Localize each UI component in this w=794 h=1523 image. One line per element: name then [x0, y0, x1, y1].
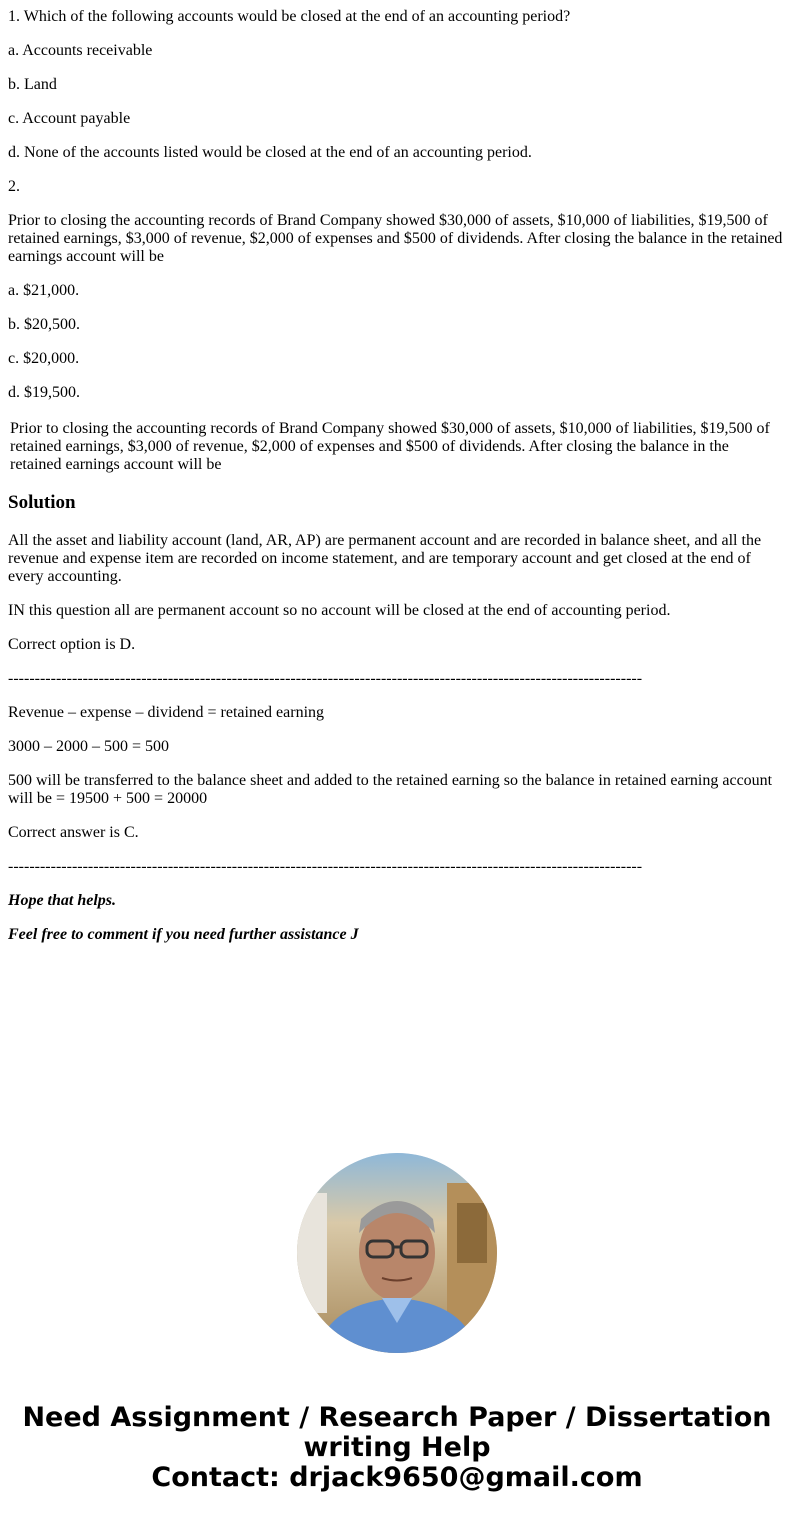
- question-2-option-c: c. $20,000.: [8, 350, 80, 367]
- question-1-option-b: b. Land: [8, 76, 57, 93]
- question-1-option-a: a. Accounts receivable: [8, 42, 153, 59]
- solution-paragraph-1: All the asset and liability account (land, AR, AP) are permanent account and are recorded in balance sheet, and all the revenue and expense item are recorded on income statement, and are temporary account and get closed at the end of every accounting.: [8, 532, 762, 585]
- solution-paragraph-3: 500 will be transferred to the balance sheet and added to the retained earning so the balance in retained earning account will be = 19500 + 500 = 20000: [8, 772, 773, 807]
- question-quote-text: Prior to closing the accounting records of Brand Company showed $30,000 of assets, $10,000 of liabilities, $19,500 of retained earnings, $3,000 of revenue, $2,000 of expenses and $500 of dividends. After closing the balance in the retained earnings account will be: [10, 420, 770, 473]
- divider-1: -----------------------------------------------------------------------------------------------------------------------: [8, 670, 643, 687]
- solution-answer-1: Correct option is D.: [8, 636, 136, 653]
- solution-heading: Solution: [8, 492, 76, 513]
- solution-answer-2: Correct answer is C.: [8, 824, 139, 841]
- divider-2: -----------------------------------------------------------------------------------------------------------------------: [8, 858, 643, 875]
- question-1: 1. Which of the following accounts would be closed at the end of an accounting period?: [8, 8, 571, 25]
- solution-paragraph-2: IN this question all are permanent account so no account will be closed at the end of accounting period.: [8, 602, 671, 619]
- question-2-option-d: d. $19,500.: [8, 384, 80, 401]
- question-quote: [8, 418, 786, 476]
- promo-banner: [0, 1403, 794, 1493]
- question-2-option-b: b. $20,500.: [8, 316, 80, 333]
- question-2-option-a: a. $21,000.: [8, 282, 80, 299]
- document-body: [8, 8, 786, 960]
- promo-contact: Contact: drjack9650@gmail.com: [151, 1462, 643, 1493]
- closing-hope: Hope that helps.: [8, 892, 117, 909]
- question-2-number: 2.: [8, 178, 20, 195]
- question-1-option-d: d. None of the accounts listed would be closed at the end of an accounting period.: [8, 144, 532, 161]
- promo-line-2: writing Help: [303, 1432, 491, 1463]
- question-2: Prior to closing the accounting records of Brand Company showed $30,000 of assets, $10,000 of liabilities, $19,500 of retained earnings, $3,000 of revenue, $2,000 of expenses and $500 of dividends. After closing the balance in the retained earnings account will be: [8, 212, 783, 265]
- author-avatar: [297, 1153, 497, 1353]
- question-1-option-c: c. Account payable: [8, 110, 131, 127]
- solution-calculation: 3000 – 2000 – 500 = 500: [8, 738, 170, 755]
- promo-line-1: Need Assignment / Research Paper / Dissertation: [22, 1402, 772, 1433]
- author-portrait-image: [297, 1153, 497, 1353]
- solution-formula: Revenue – expense – dividend = retained earning: [8, 704, 325, 721]
- closing-comment: Feel free to comment if you need further assistance J: [8, 926, 359, 943]
